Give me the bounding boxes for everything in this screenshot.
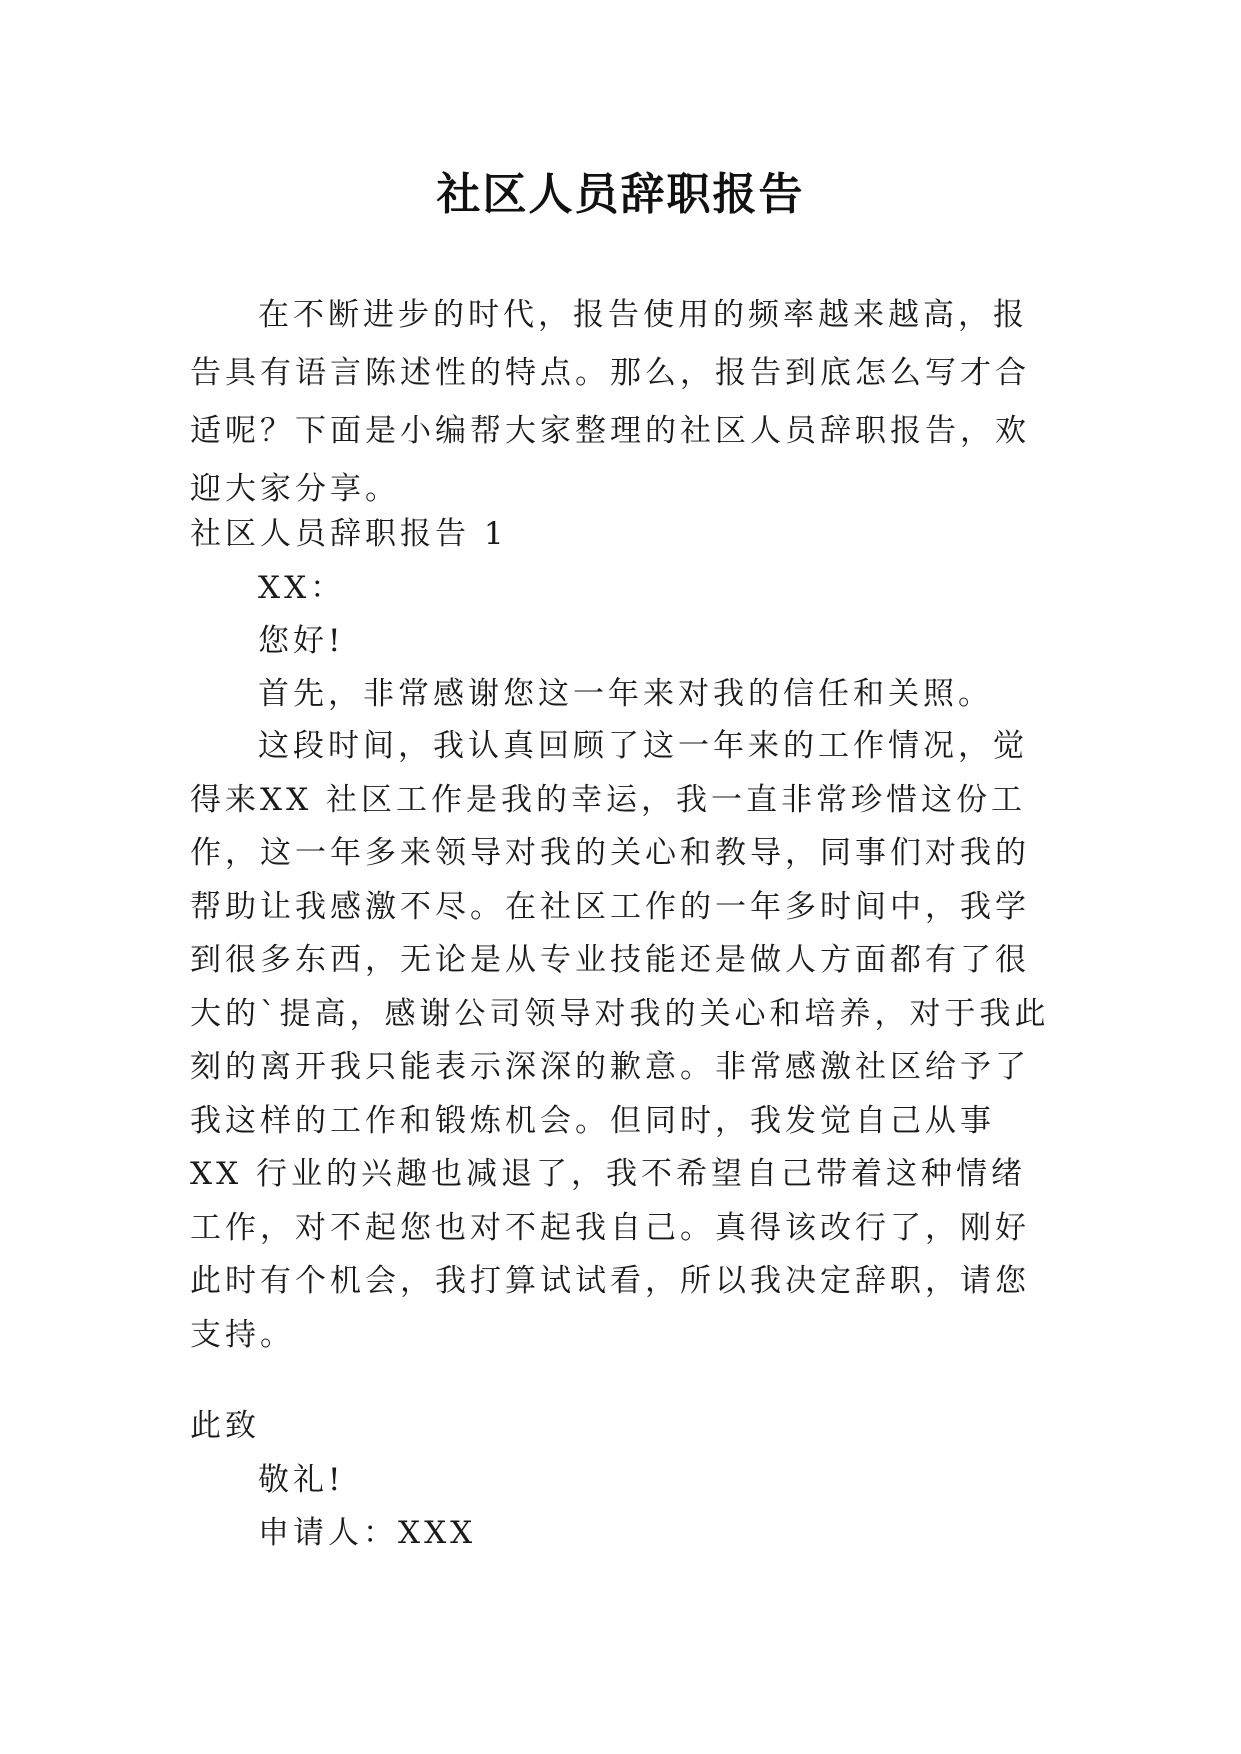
main-paragraph: 这段时间，我认真回顾了这一年来的工作情况，觉得来XX 社区工作是我的幸运，我一直非常珍惜这份工作，这一年多来领导对我的关心和教导，同事们对我的帮助让我感激不尽。在社区工作的一年多时间中，我学到很多东西，无论是从专业技能还是做人方面都有了很大的`提高，感谢公司领导对我的关心和培养，对于我此刻的离开我只能表示深深的歉意。非常感激社区给予了我这样的工作和锻炼机会。但同时，我发觉自己从事 XX 行业的兴趣也减退了，我不希望自己带着这种情绪工作，对不起您也对不起我自己。真得该改行了，刚好此时有个机会，我打算试试看，所以我决定辞职，请您支持。 [190,728,1050,1353]
closing-line: 此致 [190,1408,260,1444]
regards-line: 敬礼! [258,1462,345,1498]
section-heading: 社区人员辞职报告 1 [190,516,508,552]
signature-line: 申请人：XXX [258,1515,477,1551]
intro-paragraph: 在不断进步的时代，报告使用的频率越来越高，报告具有语言陈述性的特点。那么，报告到底怎么写才合适呢？下面是小编帮大家整理的社区人员辞职报告，欢迎大家分享。 [190,297,1030,507]
salutation: XX： [258,570,346,606]
document-title: 社区人员辞职报告 [436,169,805,220]
opening-paragraph: 首先，非常感谢您这一年来对我的信任和关照。 [258,676,993,712]
greeting: 您好! [258,623,345,659]
